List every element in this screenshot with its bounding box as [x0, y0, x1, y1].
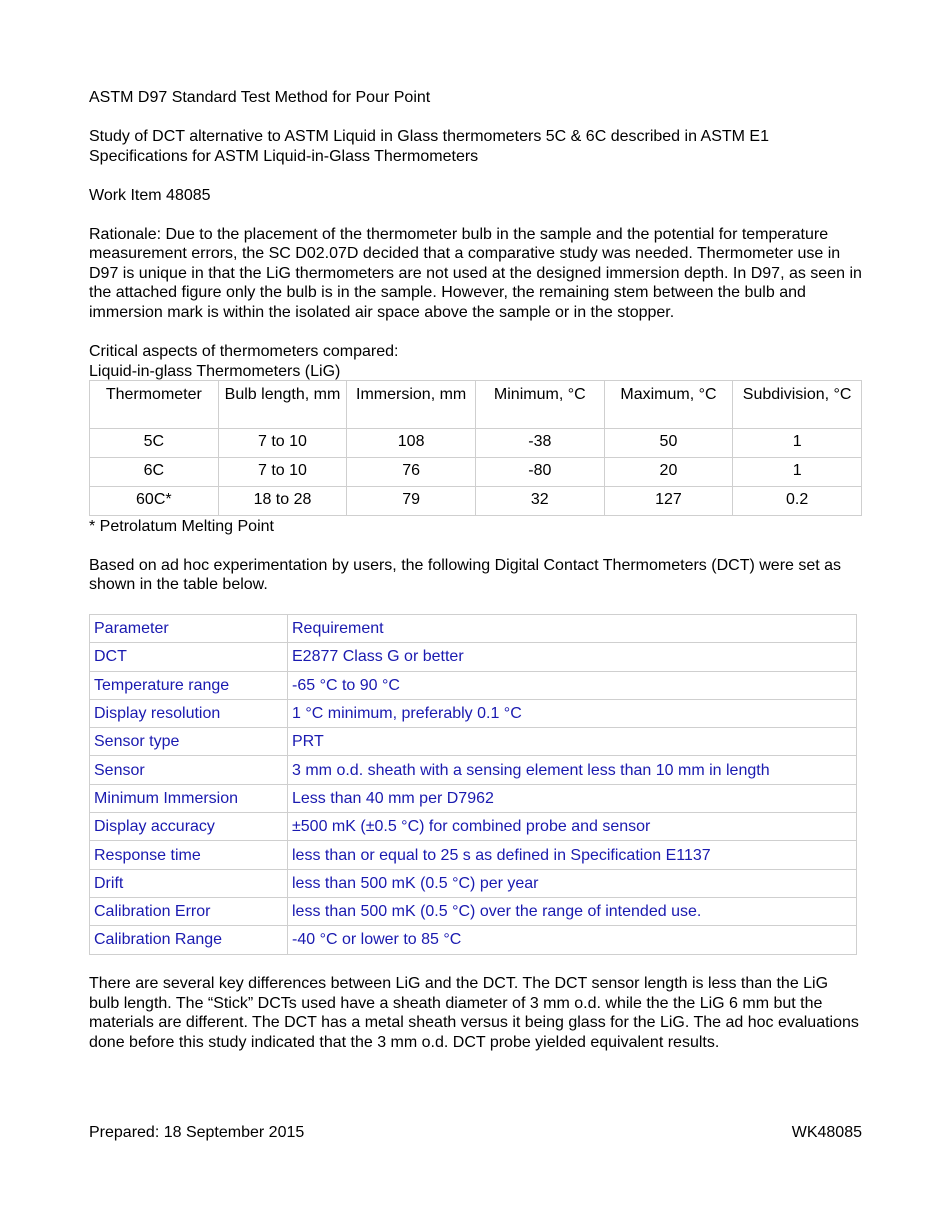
- dct-requirement-cell: PRT: [288, 728, 857, 756]
- differences-paragraph: There are several key differences between LiG and the DCT. The DCT sensor length is less than the LiG bulb length. The “Stick” DCTs used have a sheath diameter of 3 mm o.d. while the the LiG 6 mm but the materials are different. The DCT has a metal sheath versus it being glass for the LiG. The ad hoc evaluations done before this study indicated that the 3 mm o.d. DCT probe yielded equivalent results.: [89, 975, 859, 1051]
- table-row: [90, 699, 857, 727]
- page-footer: [89, 1123, 862, 1142]
- study-description: Study of DCT alternative to ASTM Liquid in Glass thermometers 5C & 6C described in ASTM E1 Specifications for ASTM Liquid-in-Glass Thermometers: [89, 128, 769, 165]
- dct-requirement-cell: less than or equal to 25 s as defined in Specification E1137: [288, 841, 857, 869]
- table-row: [90, 429, 862, 458]
- dct-requirement-cell: less than 500 mK (0.5 °C) per year: [288, 869, 857, 897]
- dct-parameter-cell: DCT: [90, 643, 288, 671]
- work-item: Work Item 48085: [89, 186, 211, 204]
- lig-header-cell: Thermometer: [90, 381, 219, 429]
- rationale-paragraph: Rationale: Due to the placement of the thermometer bulb in the sample and the potential for temperature measurement errors, the SC D02.07D decided that a comparative study was needed. Thermometer use in D97 is unique in that the LiG thermometers are not used at the designed immersion depth. In D97, as seen in the attached figure only the bulb is in the sample. However, the remaining stem between the bulb and immersion mark is within the isolated air space above the sample or in the stopper.: [89, 225, 862, 321]
- dct-requirement-cell: 3 mm o.d. sheath with a sensing element less than 10 mm in length: [288, 756, 857, 784]
- lig-table-title: Liquid-in-glass Thermometers (LiG): [89, 363, 341, 380]
- dct-parameter-cell: Minimum Immersion: [90, 784, 288, 812]
- table-row: [90, 897, 857, 925]
- lig-header-cell: Minimum, °C: [475, 381, 604, 429]
- table-row: [90, 784, 857, 812]
- dct-parameter-cell: Calibration Range: [90, 926, 288, 954]
- lig-cell: 50: [604, 429, 733, 458]
- table-row: [90, 458, 862, 487]
- dct-header-cell: Requirement: [288, 615, 857, 643]
- dct-parameter-cell: Sensor type: [90, 728, 288, 756]
- dct-requirement-cell: -40 °C or lower to 85 °C: [288, 926, 857, 954]
- table-row: [90, 841, 857, 869]
- document-body: [89, 88, 862, 1052]
- lig-footnote: * Petrolatum Melting Point: [89, 518, 274, 535]
- dct-parameter-cell: Display accuracy: [90, 813, 288, 841]
- lig-cell: -38: [475, 429, 604, 458]
- dct-requirement-cell: 1 °C minimum, preferably 0.1 °C: [288, 699, 857, 727]
- lig-header-cell: Immersion, mm: [347, 381, 476, 429]
- lig-cell: 7 to 10: [218, 429, 347, 458]
- lig-cell: 20: [604, 458, 733, 487]
- prepared-date: Prepared: 18 September 2015: [89, 1124, 305, 1141]
- lig-cell: 32: [475, 487, 604, 516]
- dct-requirement-cell: less than 500 mK (0.5 °C) over the range of intended use.: [288, 897, 857, 925]
- dct-parameter-cell: Sensor: [90, 756, 288, 784]
- table-row: [90, 926, 857, 954]
- document-title: ASTM D97 Standard Test Method for Pour Point: [89, 89, 431, 106]
- lig-cell: 7 to 10: [218, 458, 347, 487]
- dct-parameter-cell: Temperature range: [90, 671, 288, 699]
- dct-requirement-cell: E2877 Class G or better: [288, 643, 857, 671]
- table-row: [90, 756, 857, 784]
- lig-cell: 60C*: [90, 487, 219, 516]
- dct-requirement-cell: Less than 40 mm per D7962: [288, 784, 857, 812]
- critical-aspects-heading: Critical aspects of thermometers compared:: [89, 342, 399, 360]
- lig-cell: 79: [347, 487, 476, 516]
- lig-table-header-row: [90, 381, 862, 429]
- table-row: [90, 813, 857, 841]
- lig-cell: 0.2: [733, 487, 862, 516]
- dct-table-header-row: [90, 615, 857, 643]
- dct-header-cell: Parameter: [90, 615, 288, 643]
- dct-table: [89, 614, 857, 955]
- dct-parameter-cell: Response time: [90, 841, 288, 869]
- lig-header-cell: Subdivision, °C: [733, 381, 862, 429]
- dct-parameter-cell: Display resolution: [90, 699, 288, 727]
- lig-cell: -80: [475, 458, 604, 487]
- table-row: [90, 869, 857, 897]
- dct-requirement-cell: ±500 mK (±0.5 °C) for combined probe and sensor: [288, 813, 857, 841]
- document-id: WK48085: [791, 1124, 862, 1141]
- table-row: [90, 671, 857, 699]
- lig-cell: 5C: [90, 429, 219, 458]
- table-row: [90, 487, 862, 516]
- dct-intro: Based on ad hoc experimentation by users, the following Digital Contact Thermometers (DCT) were set as shown in the table below.: [89, 556, 842, 593]
- dct-parameter-cell: Calibration Error: [90, 897, 288, 925]
- lig-cell: 1: [733, 458, 862, 487]
- table-row: [90, 728, 857, 756]
- lig-cell: 76: [347, 458, 476, 487]
- lig-cell: 1: [733, 429, 862, 458]
- lig-cell: 108: [347, 429, 476, 458]
- dct-parameter-cell: Drift: [90, 869, 288, 897]
- table-row: [90, 643, 857, 671]
- lig-cell: 6C: [90, 458, 219, 487]
- lig-header-cell: Maximum, °C: [604, 381, 733, 429]
- lig-cell: 18 to 28: [218, 487, 347, 516]
- dct-requirement-cell: -65 °C to 90 °C: [288, 671, 857, 699]
- lig-table: [89, 380, 862, 516]
- lig-cell: 127: [604, 487, 733, 516]
- lig-header-cell: Bulb length, mm: [218, 381, 347, 429]
